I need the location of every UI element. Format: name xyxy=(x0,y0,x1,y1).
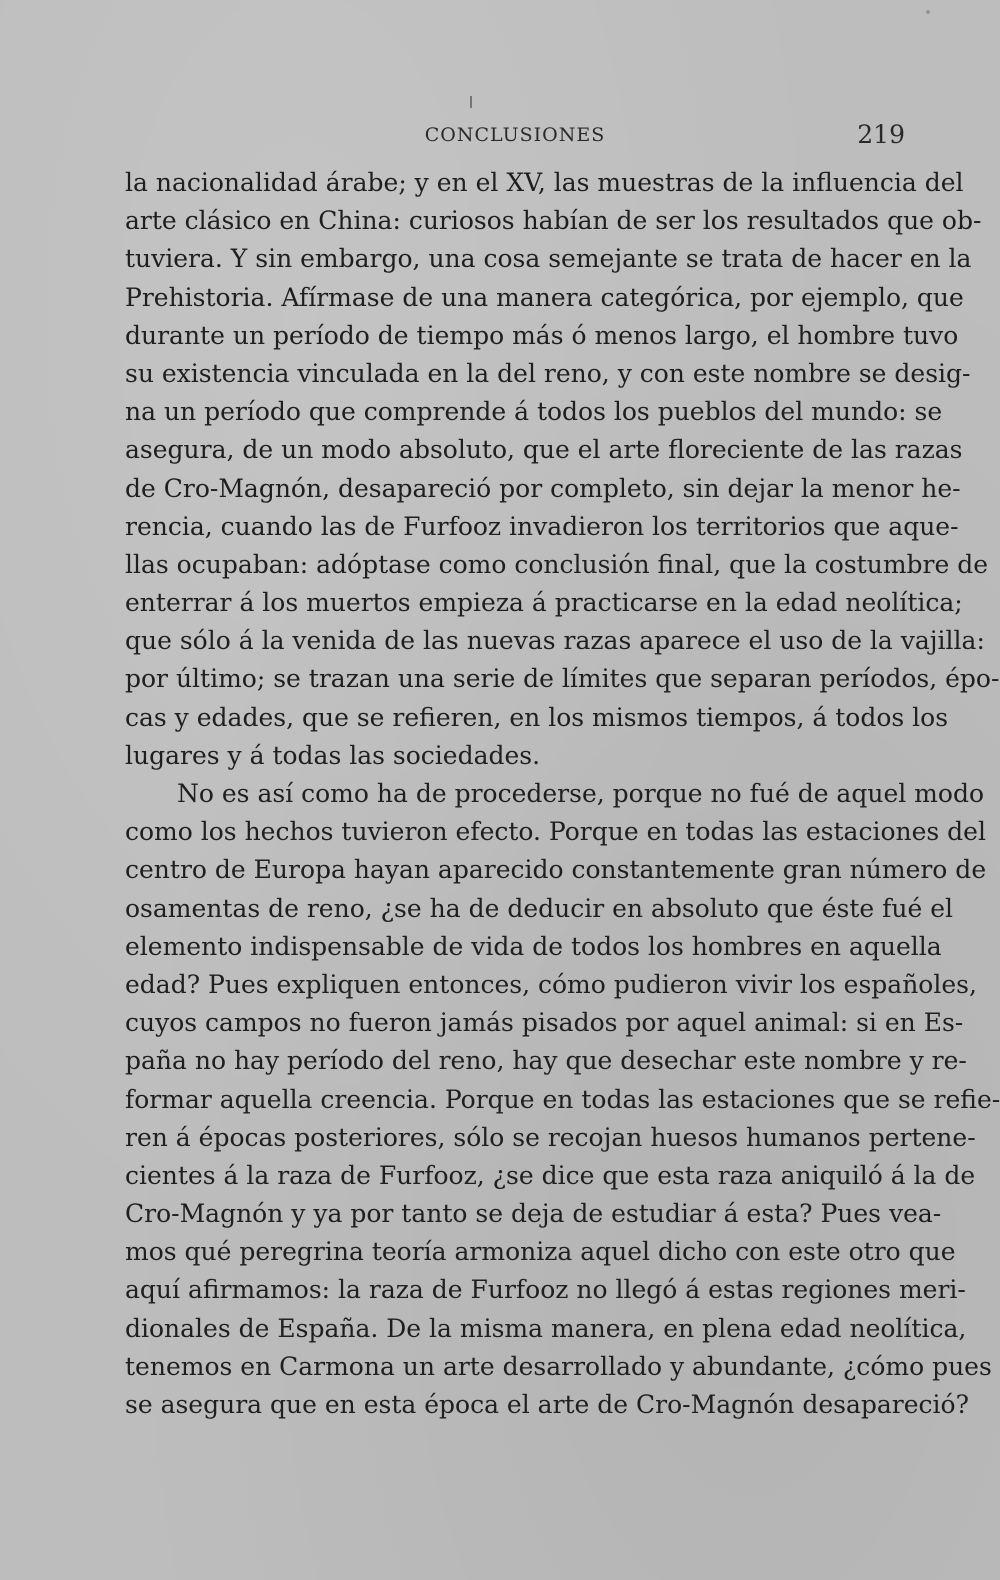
text-line: cientes á la raza de Furfooz, ¿se dice que esta raza aniquiló á la de xyxy=(125,1160,976,1190)
text-line: formar aquella creencia. Porque en todas las estaciones que se refie- xyxy=(125,1084,1000,1114)
text-line: durante un período de tiempo más ó menos largo, el hombre tuvo xyxy=(125,320,959,350)
text-line: tuviera. Y sin embargo, una cosa semejante se trata de hacer en la xyxy=(125,244,972,274)
page-number: 219 xyxy=(857,120,905,149)
text-line: que sólo á la venida de las nuevas razas aparece el uso de la vajilla: xyxy=(125,626,985,656)
page-header xyxy=(125,116,905,156)
text-line: dionales de España. De la misma manera, en plena edad neolítica, xyxy=(125,1313,967,1343)
paragraph-start-line: No es así como ha de procederse, porque no fué de aquel modo xyxy=(177,779,984,808)
text-line: Prehistoria. Afírmase de una manera categórica, por ejemplo, que xyxy=(125,282,964,312)
paragraph-end-line: lugares y á todas las sociedades. xyxy=(125,740,541,770)
text-line: llas ocupaban: adóptase como conclusión final, que la costumbre de xyxy=(125,549,989,579)
scan-speck xyxy=(926,10,930,14)
text-line: la nacionalidad árabe; y en el XV, las muestras de la influencia del xyxy=(125,168,964,197)
text-line: osamentas de reno, ¿se ha de deducir en absoluto que éste fué el xyxy=(125,893,954,923)
body-text xyxy=(125,164,1000,1424)
scan-tick-mark xyxy=(470,96,472,108)
text-line: como los hechos tuvieron efecto. Porque en todas las estaciones del xyxy=(125,817,986,847)
text-line: paña no hay período del reno, hay que desechar este nombre y re- xyxy=(125,1046,967,1076)
text-line: arte clásico en China: curiosos habían de ser los resultados que ob- xyxy=(125,206,982,236)
text-line: ren á épocas posteriores, sólo se recojan huesos humanos pertene- xyxy=(125,1122,976,1152)
text-line: edad? Pues expliquen entonces, cómo pudieron vivir los españoles, xyxy=(125,969,977,999)
text-line: cas y edades, que se refieren, en los mismos tiempos, á todos los xyxy=(125,702,949,732)
text-line: su existencia vinculada en la del reno, y con este nombre se desig- xyxy=(125,358,971,388)
text-line: de Cro-Magnón, desapareció por completo, sin dejar la menor he- xyxy=(125,473,961,503)
running-head: CONCLUSIONES xyxy=(424,124,606,146)
text-line: por último; se trazan una serie de límites que separan períodos, épo- xyxy=(125,664,1000,694)
text-line: aquí afirmamos: la raza de Furfooz no llegó á estas regiones meri- xyxy=(125,1275,966,1305)
text-line: cuyos campos no fueron jamás pisados por aquel animal: si en Es- xyxy=(125,1008,964,1038)
text-line: na un período que comprende á todos los pueblos del mundo: se xyxy=(125,397,943,427)
text-line: centro de Europa hayan aparecido constantemente gran número de xyxy=(125,855,987,885)
text-line: rencia, cuando las de Furfooz invadieron los territorios que aque- xyxy=(125,511,959,541)
text-line: asegura, de un modo absoluto, que el arte floreciente de las razas xyxy=(125,435,963,465)
text-line: enterrar á los muertos empieza á practicarse en la edad neolítica; xyxy=(125,588,963,618)
text-line: Cro-Magnón y ya por tanto se deja de estudiar á esta? Pues vea- xyxy=(125,1199,942,1229)
text-line: elemento indispensable de vida de todos los hombres en aquella xyxy=(125,931,942,961)
paragraph-end-line: se asegura que en esta época el arte de Cro-Magnón desapareció? xyxy=(125,1390,969,1419)
text-line: mos qué peregrina teoría armoniza aquel dicho con este otro que xyxy=(125,1237,956,1267)
text-line: tenemos en Carmona un arte desarrollado y abundante, ¿cómo pues xyxy=(125,1351,992,1381)
